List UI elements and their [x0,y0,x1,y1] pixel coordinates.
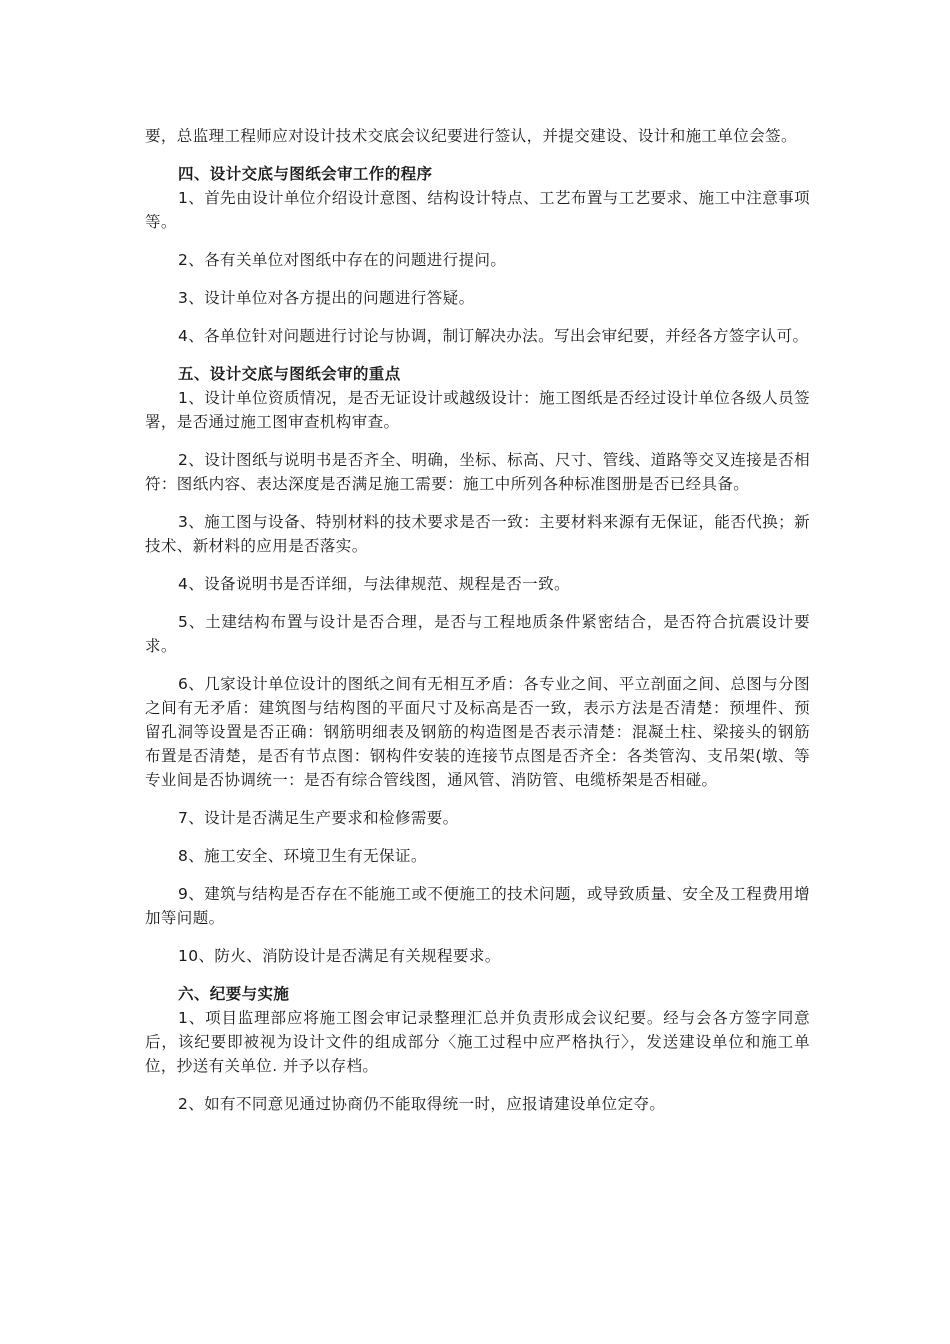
section-5-heading: 五、设计交底与图纸会审的重点 [178,365,401,383]
section-5-item-6: 6、几家设计单位设计的图纸之间有无相互矛盾：各专业之间、平立剖面之间、总图与分图之间有无矛盾：建筑图与结构图的平面尺寸及标高是否一致，表示方法是否清楚：预埋件、预留孔洞等设置是否正确：钢筋明细表及钢筋的构造图是否表示清楚：混凝土柱、梁接头的钢筋布置是否清楚，是否有节点图：钢构件安装的连接节点图是否齐全：各类管沟、支吊架(墩、等专业间是否协调统一：是否有综合管线图，通风管、消防管、电缆桥架是否相碰。 [145,675,810,789]
intro-paragraph: 要，总监理工程师应对设计技术交底会议纪要进行签认，并提交建设、设计和施工单位会签。 [145,127,797,145]
section-5-item-7: 7、设计是否满足生产要求和检修需要。 [178,809,459,827]
section-5-item-4: 4、设备说明书是否详细，与法律规范、规程是否一致。 [178,575,570,593]
section-5-item-3: 3、施工图与设备、特别材料的技术要求是否一致：主要材料来源有无保证，能否代换；新技术、新材料的应用是否落实。 [145,513,810,555]
section-4-item-1: 1、首先由设计单位介绍设计意图、结构设计特点、工艺布置与工艺要求、施工中注意事项等。 [145,189,810,231]
section-5-item-5: 5、土建结构布置与设计是否合理，是否与工程地质条件紧密结合，是否符合抗震设计要求。 [145,613,810,655]
section-4-item-3: 3、设计单位对各方提出的问题进行答疑。 [178,289,475,307]
section-4-heading: 四、设计交底与图纸会审工作的程序 [178,165,433,183]
section-4-item-4: 4、各单位针对问题进行讨论与协调，制订解决办法。写出会审纪要，并经各方签字认可。 [178,327,809,345]
section-5-item-8: 8、施工安全、环境卫生有无保证。 [178,847,427,865]
section-5-item-10: 10、防火、消防设计是否满足有关规程要求。 [178,947,501,965]
section-6-heading: 六、纪要与实施 [178,985,290,1003]
section-5-item-1: 1、设计单位资质情况，是否无证设计或越级设计：施工图纸是否经过设计单位各级人员签署，是否通过施工图审查机构审查。 [145,389,810,431]
section-5-item-9: 9、建筑与结构是否存在不能施工或不便施工的技术问题，或导致质量、安全及工程费用增加等问题。 [145,885,810,927]
section-5-item-2: 2、设计图纸与说明书是否齐全、明确，坐标、标高、尺寸、管线、道路等交叉连接是否相符：图纸内容、表达深度是否满足施工需要：施工中所列各种标准图册是否已经具备。 [145,451,810,493]
section-6-item-2: 2、如有不同意见通过协商仍不能取得统一时，应报请建设单位定夺。 [178,1095,666,1113]
document-page [145,124,810,1130]
section-4-item-2: 2、各有关单位对图纸中存在的问题进行提问。 [178,251,507,269]
section-6-item-1: 1、项目监理部应将施工图会审记录整理汇总并负责形成会议纪要。经与会各方签字同意后，该纪要即被视为设计文件的组成部分〈施工过程中应严格执行〉，发送建设单位和施工单位，抄送有关单位. 并予以存档。 [145,1009,810,1075]
